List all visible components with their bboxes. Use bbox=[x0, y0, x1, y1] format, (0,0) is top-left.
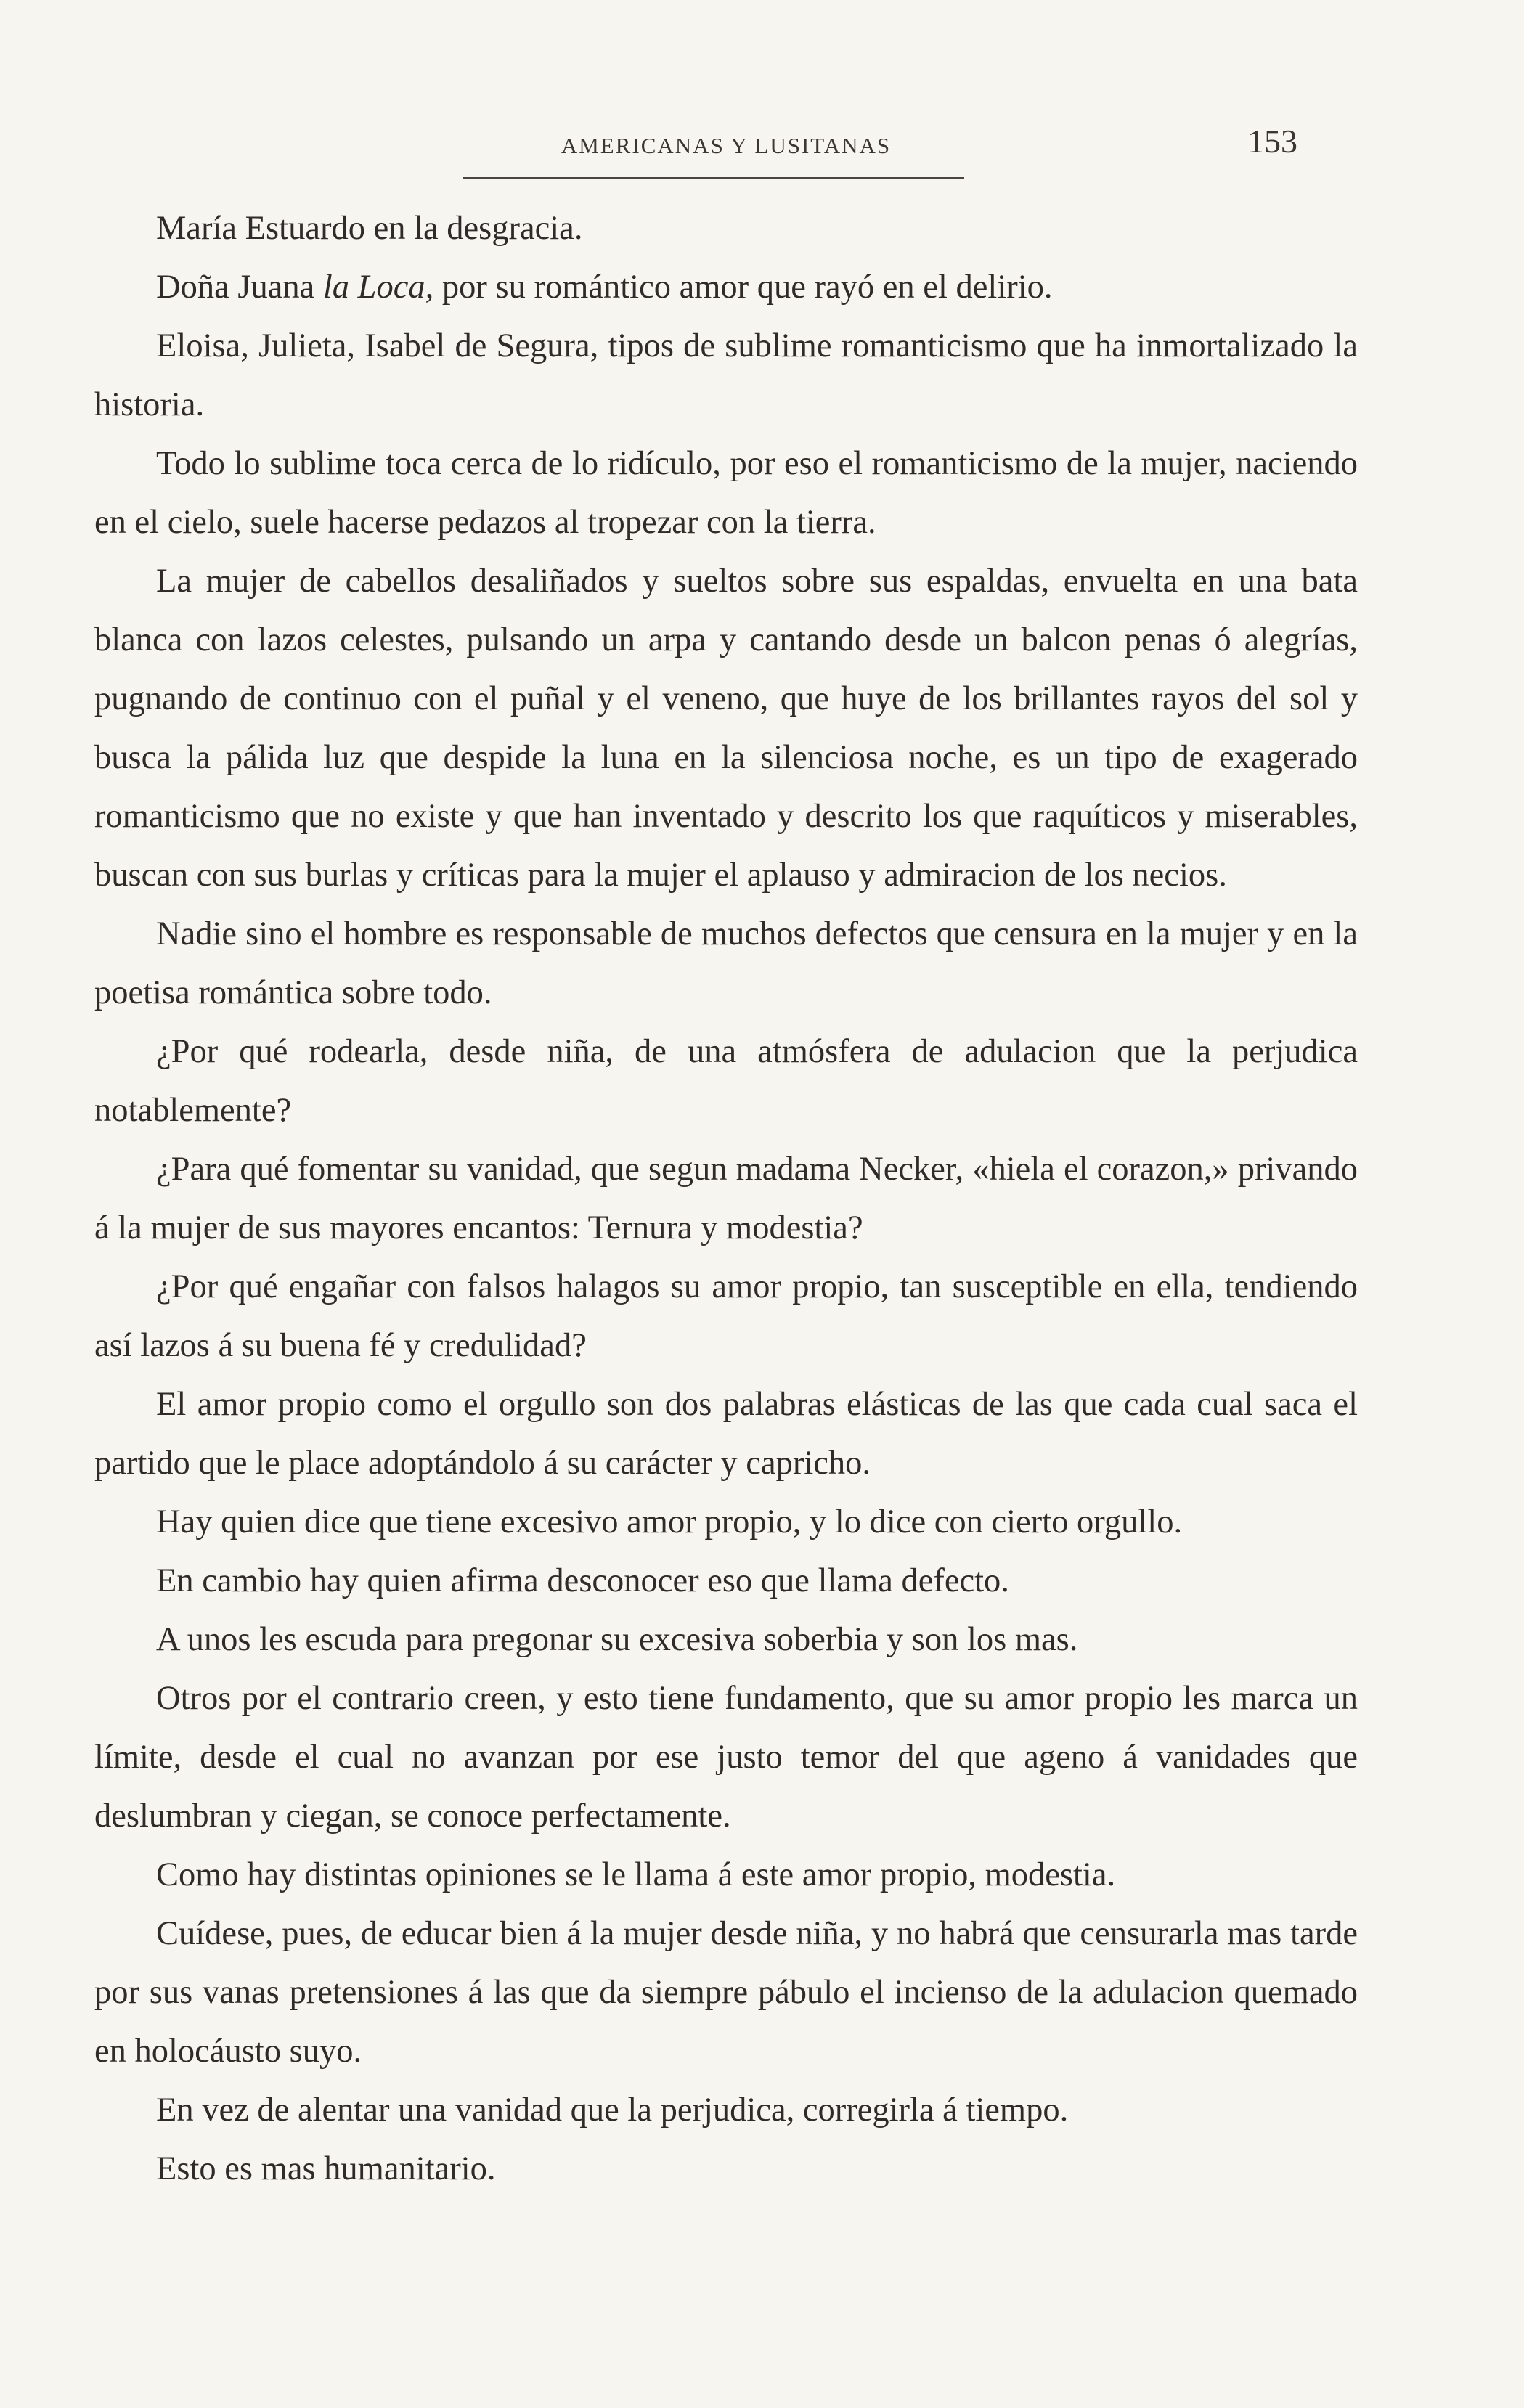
paragraph: Otros por el contrario creen, y esto tiene fundamento, que su amor propio les marca un límite, desde el cual no avanzan por ese justo temor del que ageno á vanidades que deslumbran y ciegan, se conoce perfectamente. bbox=[94, 1680, 1358, 1834]
paragraph: Como hay distintas opiniones se le llama á este amor propio, modestia. bbox=[156, 1856, 1116, 1893]
paragraph: ¿Por qué engañar con falsos halagos su amor propio, tan susceptible en ella, tendiendo así lazos á su buena fé y credulidad? bbox=[94, 1268, 1358, 1364]
header-rule bbox=[463, 177, 964, 179]
body-text bbox=[94, 199, 1358, 2198]
paragraph: La mujer de cabellos desaliñados y sueltos sobre sus espaldas, envuelta en una bata blanca con lazos celestes, pulsando un arpa y cantando desde un balcon penas ó alegrías, pugnando de continuo con el puñal y el veneno, que huye de los brillantes rayos del sol y busca la pálida luz que despide la luna en la silenciosa noche, es un tipo de exagerado romanticismo que no existe y que han inventado y descrito los que raquíticos y miserables, buscan con sus burlas y críticas para la mujer el aplauso y admiracion de los necios. bbox=[94, 563, 1358, 894]
page-number: 153 bbox=[1247, 123, 1297, 160]
paragraph: Todo lo sublime toca cerca de lo ridículo, por eso el romanticismo de la mujer, naciendo en el cielo, suele hacerse pedazos al tropezar con la tierra. bbox=[94, 445, 1358, 541]
paragraph: En cambio hay quien afirma desconocer eso que llama defecto. bbox=[156, 1562, 1009, 1599]
paragraph: A unos les escuda para pregonar su excesiva soberbia y son los mas. bbox=[156, 1621, 1078, 1658]
paragraph: Cuídese, pues, de educar bien á la mujer desde niña, y no habrá que censurarla mas tarde por sus vanas pretensiones á las que da siempre pábulo el incienso de la adulacion quemado en holocáusto suyo. bbox=[94, 1915, 1358, 2070]
paragraph-italic-text: la Loca, bbox=[322, 269, 434, 306]
running-head: AMERICANAS Y LUSITANAS bbox=[561, 133, 892, 158]
paragraph: ¿Para qué fomentar su vanidad, que segun madama Necker, «hiela el corazon,» privando á la mujer de sus mayores encantos: Ternura y modestia? bbox=[94, 1151, 1358, 1246]
paragraph: En vez de alentar una vanidad que la perjudica, corregirla á tiempo. bbox=[156, 2091, 1069, 2129]
paragraph: Hay quien dice que tiene excesivo amor propio, y lo dice con cierto orgullo. bbox=[156, 1503, 1183, 1540]
paragraph bbox=[94, 258, 1358, 317]
paragraph-text: por su romántico amor que rayó en el delirio. bbox=[433, 269, 1053, 306]
paragraph: Nadie sino el hombre es responsable de muchos defectos que censura en la mujer y en la poetisa romántica sobre todo. bbox=[94, 915, 1358, 1011]
paragraph: ¿Por qué rodearla, desde niña, de una atmósfera de adulacion que la perjudica notablemente? bbox=[94, 1033, 1358, 1129]
paragraph: Eloisa, Julieta, Isabel de Segura, tipos de sublime romanticismo que ha inmortalizado la historia. bbox=[94, 327, 1358, 423]
paragraph: El amor propio como el orgullo son dos palabras elásticas de las que cada cual saca el partido que le place adoptándolo á su carácter y capricho. bbox=[94, 1386, 1358, 1482]
paragraph: María Estuardo en la desgracia. bbox=[156, 210, 583, 247]
paragraph: Esto es mas humanitario. bbox=[156, 2150, 496, 2187]
paragraph-text: Doña Juana bbox=[156, 269, 323, 306]
